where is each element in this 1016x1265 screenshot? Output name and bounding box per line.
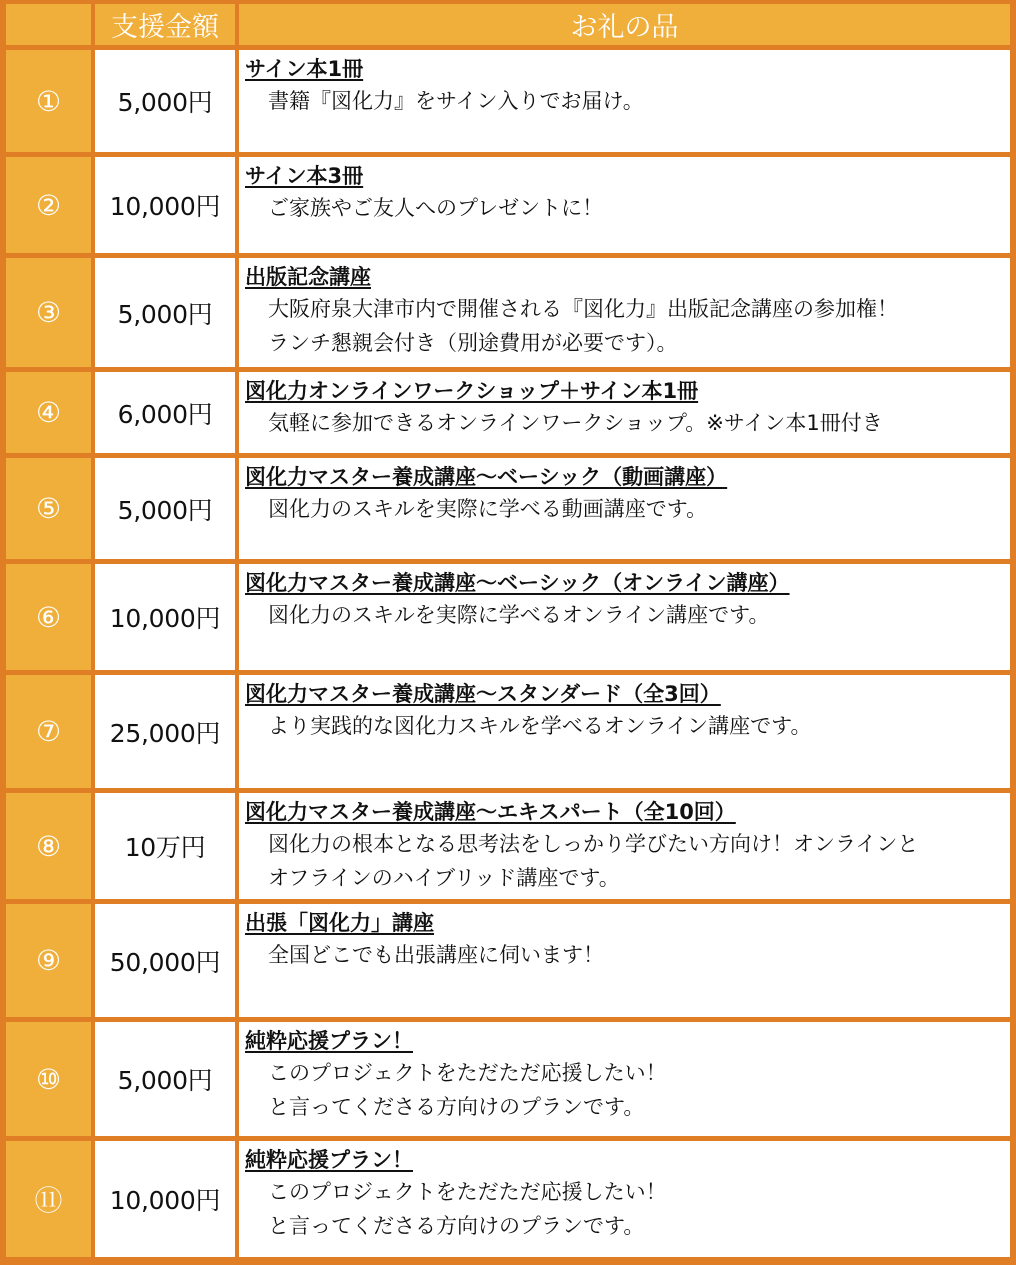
header-reward: お礼の品 [239,4,1010,45]
reward-detail-line: オフラインのハイブリッド講座です。 [268,866,620,890]
reward-description [239,50,1010,152]
reward-detail-line: ご家族やご友人へのプレゼントに！ [268,196,604,220]
support-amount: 10,000円 [95,564,235,670]
reward-description [239,372,1010,453]
support-amount: 6,000円 [95,372,235,453]
reward-description [239,458,1010,559]
reward-detail-line: より実践的な図化力スキルを学べるオンライン講座です。 [268,714,812,738]
support-amount: 25,000円 [95,675,235,788]
reward-detail-line: 書籍『図化力』をサイン入りでお届け。 [268,89,644,113]
row-number: ⑩ [6,1022,91,1136]
support-amount: 10,000円 [95,157,235,253]
row-number: ③ [6,258,91,367]
reward-description [239,1141,1010,1257]
reward-detail-line: と言ってくださる方向けのプランです。 [268,1214,645,1238]
reward-title: 図化力マスター養成講座〜ベーシック（動画講座） [245,465,728,489]
reward-detail-line: 図化力のスキルを実際に学べる動画講座です。 [268,497,708,521]
reward-description [239,675,1010,788]
reward-detail-line: 全国どこでも出張講座に伺います！ [268,943,604,967]
reward-description [239,904,1010,1017]
support-amount: 5,000円 [95,258,235,367]
row-number: ⑥ [6,564,91,670]
row-number: ⑤ [6,458,91,559]
support-amount: 5,000円 [95,1022,235,1136]
support-amount: 5,000円 [95,50,235,152]
reward-description [239,157,1010,253]
reward-detail-line: 図化力のスキルを実際に学べるオンライン講座です。 [268,603,770,627]
reward-title: 純粋応援プラン！ [245,1029,413,1053]
reward-description [239,258,1010,367]
reward-description [239,1022,1010,1136]
reward-title: 図化力マスター養成講座〜スタンダード（全3回） [245,682,721,706]
reward-description [239,564,1010,670]
reward-detail-line: と言ってくださる方向けのプランです。 [268,1095,645,1119]
support-amount: 50,000円 [95,904,235,1017]
reward-detail-line: このプロジェクトをただただ応援したい！ [268,1180,667,1204]
row-number: ② [6,157,91,253]
row-number: ⑪ [6,1141,91,1257]
reward-title: 純粋応援プラン！ [245,1148,413,1172]
reward-detail-line: 気軽に参加できるオンラインワークショップ。※サイン本1冊付き [268,411,883,435]
row-number: ④ [6,372,91,453]
row-number: ⑧ [6,793,91,899]
reward-title: 図化力マスター養成講座〜ベーシック（オンライン講座） [245,571,790,595]
row-number: ⑦ [6,675,91,788]
header-corner [6,4,91,45]
reward-detail-line: このプロジェクトをただただ応援したい！ [268,1061,667,1085]
reward-title: 出版記念講座 [245,265,371,289]
reward-detail-line: 大阪府泉大津市内で開催される『図化力』出版記念講座の参加権！ [268,297,898,321]
reward-description [239,793,1010,899]
row-number: ① [6,50,91,152]
reward-title: 図化力マスター養成講座〜エキスパート（全10回） [245,800,736,824]
header-amount: 支援金額 [95,4,235,45]
reward-title: 出張「図化力」講座 [245,911,434,935]
support-amount: 10万円 [95,793,235,899]
reward-detail-line: 図化力の根本となる思考法をしっかり学びたい方向け！オンラインと [268,832,919,856]
row-number: ⑨ [6,904,91,1017]
reward-title: サイン本3冊 [245,164,364,188]
reward-detail-line: ランチ懇親会付き（別途費用が必要です）。 [268,331,678,355]
reward-title: サイン本1冊 [245,57,364,81]
reward-title: 図化力オンラインワークショップ＋サイン本1冊 [245,379,699,403]
support-amount: 10,000円 [95,1141,235,1257]
support-amount: 5,000円 [95,458,235,559]
